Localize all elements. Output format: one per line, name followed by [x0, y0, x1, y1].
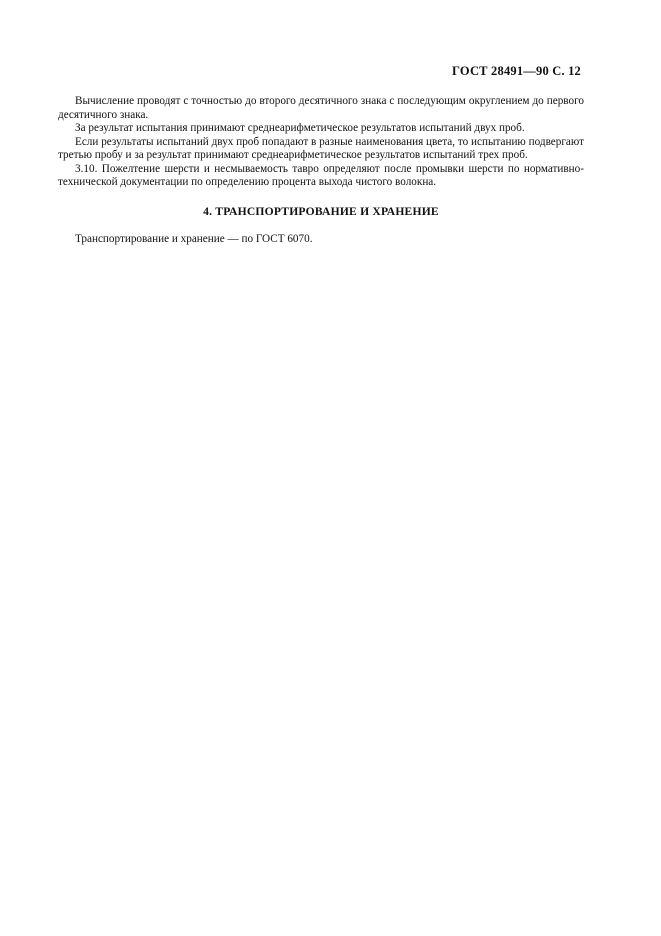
paragraph-third-sample: Если результаты испытаний двух проб попадают в разные наименования цвета, то испытанию подвергают третью пробу и за результат принимают среднеарифметическое результатов испытаний трех проб.	[58, 135, 584, 161]
paragraph-transport-storage: Транспортирование и хранение — по ГОСТ 6070.	[75, 233, 313, 245]
document-body	[58, 95, 584, 247]
paragraph-3-10: 3.10. Пожелтение шерсти и несмываемость тавро определяют после промывки шерсти по нормативно-технической документации по определению процента выхода чистого волокна.	[58, 162, 584, 188]
section-title-transport: 4. ТРАНСПОРТИРОВАНИЕ И ХРАНЕНИЕ	[203, 204, 439, 218]
paragraph-result-average: За результат испытания принимают среднеарифметическое результатов испытаний двух проб.	[75, 122, 525, 134]
page-header: ГОСТ 28491—90 С. 12	[452, 64, 581, 78]
paragraph-rounding: Вычисление проводят с точностью до второго десятичного знака с последующим округлением до первого десятичного знака.	[58, 95, 584, 121]
